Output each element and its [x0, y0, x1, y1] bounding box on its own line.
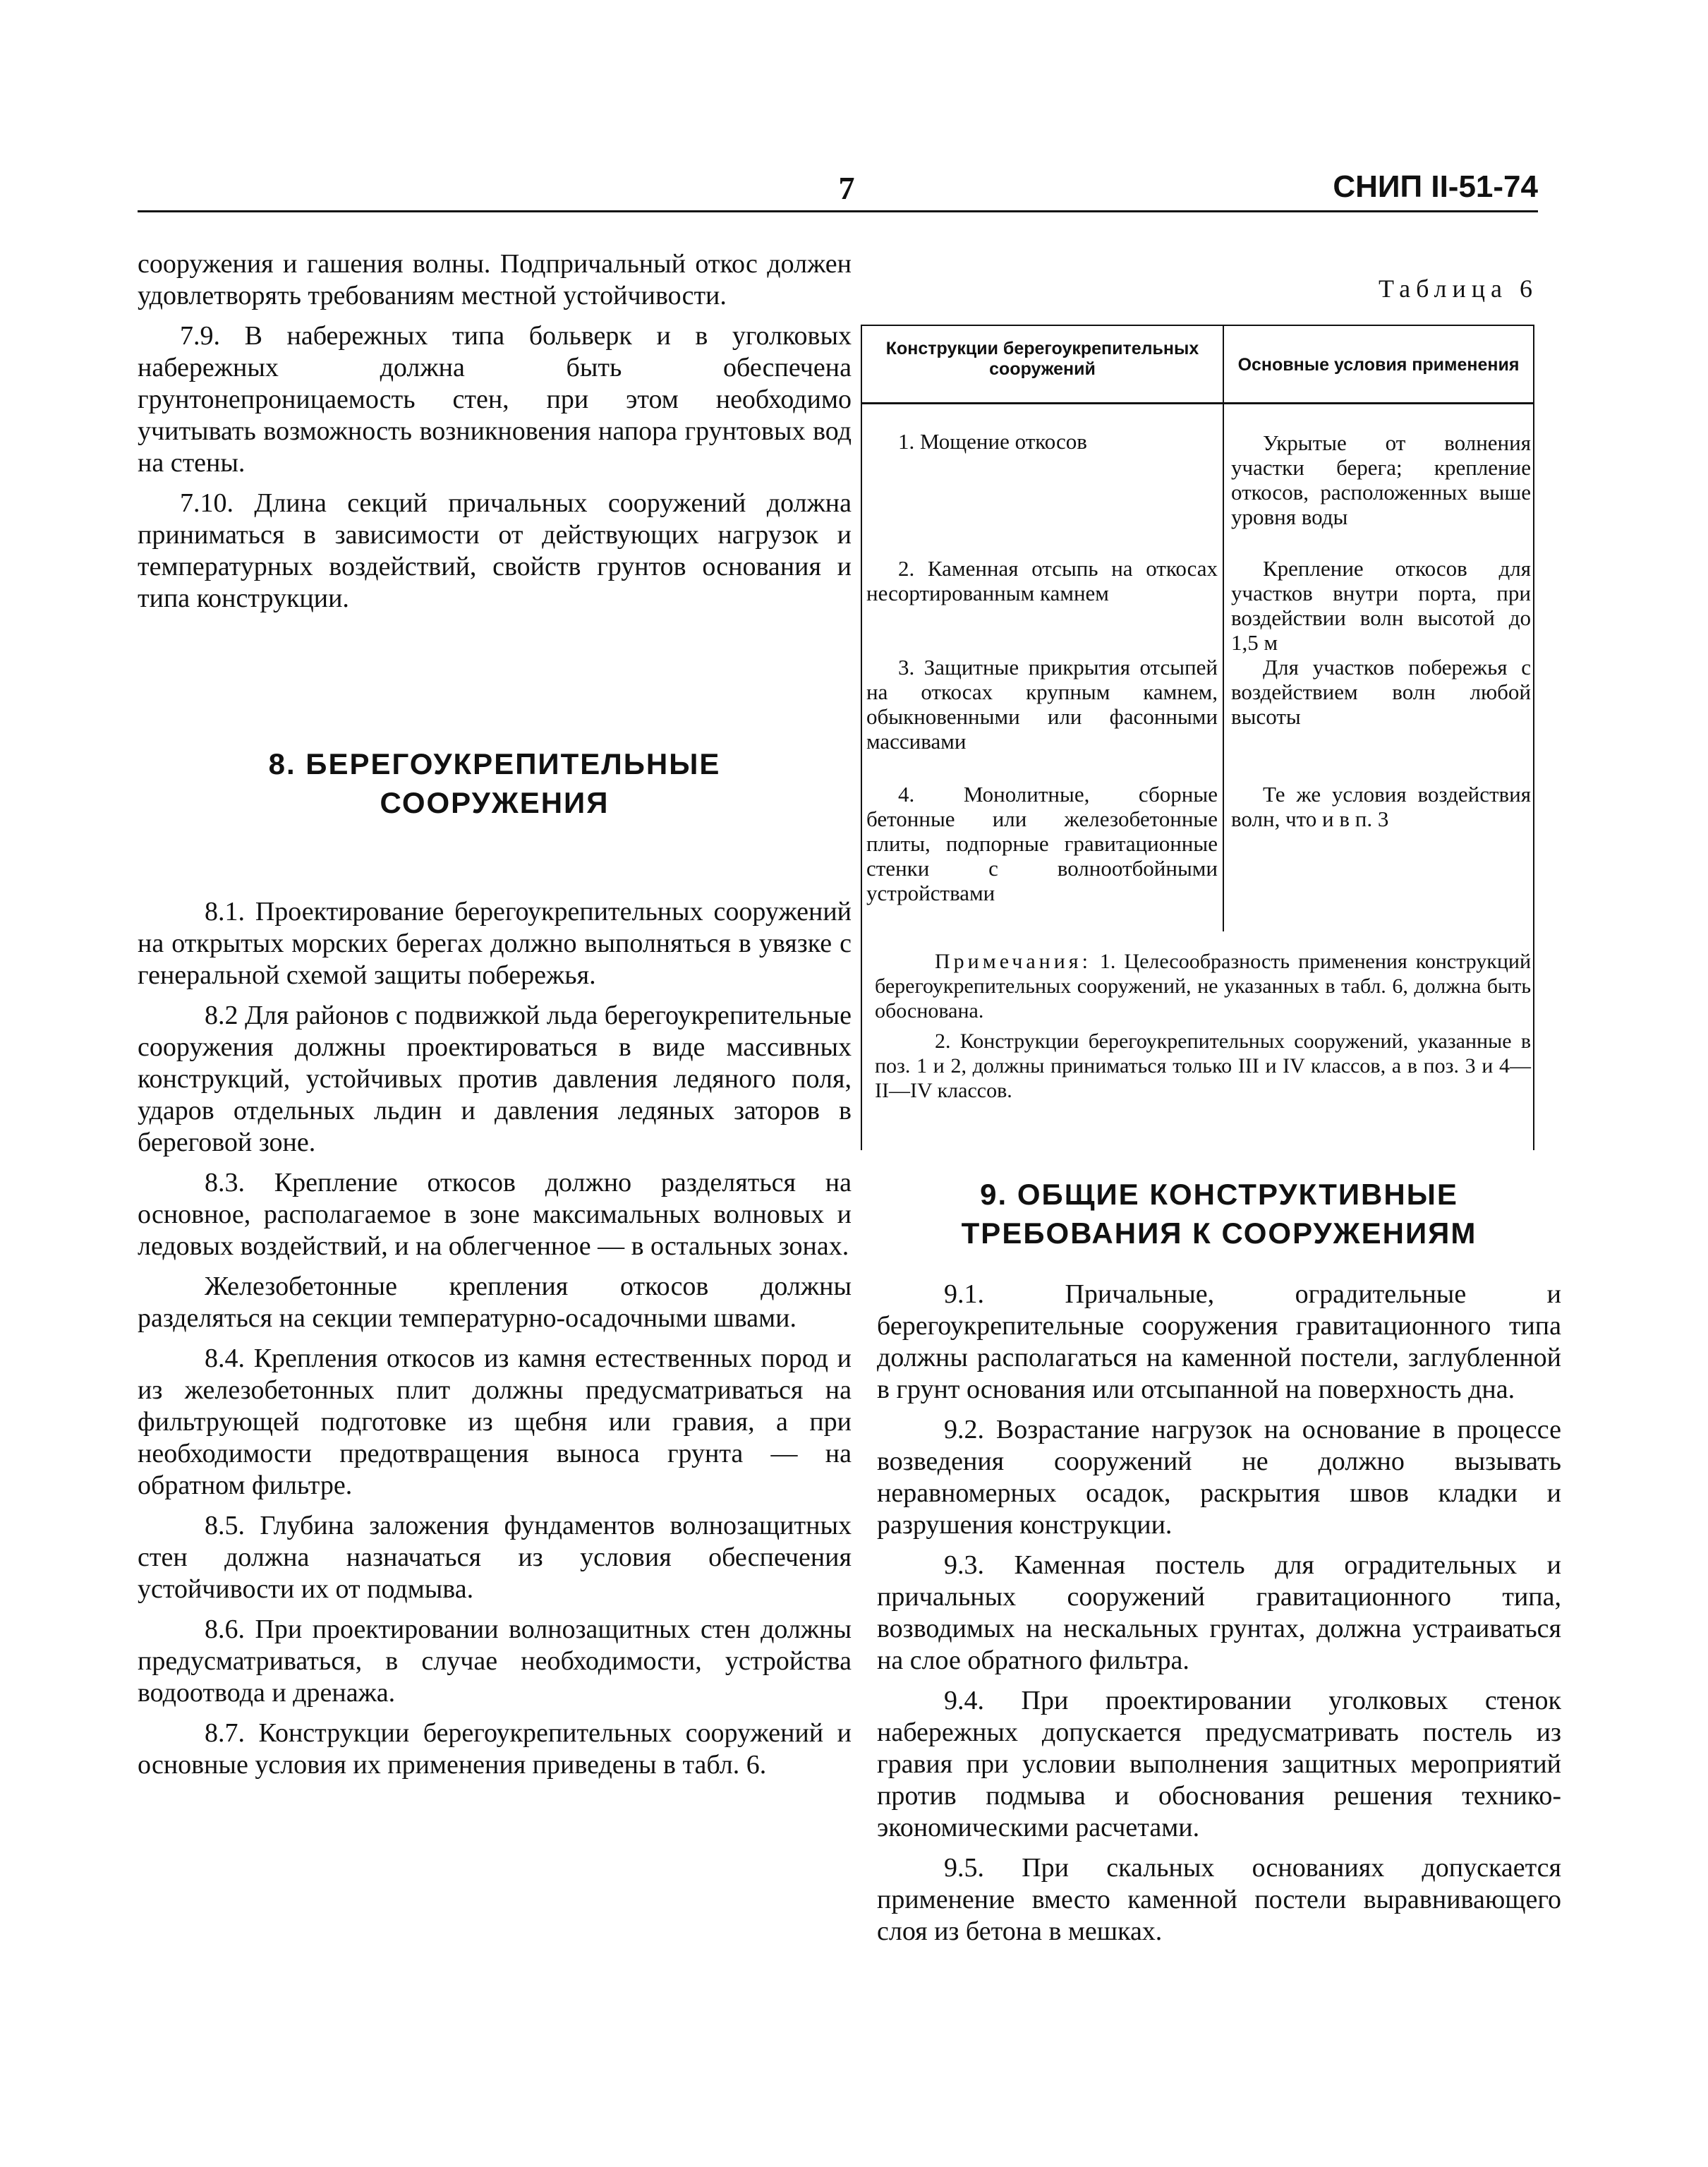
section-9-title-line1: 9. ОБЩИЕ КОНСТРУКТИВНЫЕ — [980, 1178, 1458, 1211]
table-cell-construction-1: 1. Мощение откосов — [898, 429, 1087, 454]
section-9-title — [877, 1175, 1561, 1252]
page-number: 7 — [838, 170, 855, 206]
table-top-rule — [861, 325, 1534, 326]
table-notes — [875, 949, 1531, 1109]
left-column-bottom — [138, 896, 852, 1789]
document-code: СНИП II-51-74 — [1333, 169, 1538, 204]
table-header-conditions: Основные условия применения — [1237, 355, 1520, 375]
paragraph-8-5: 8.5. Глубина заложения фундаментов волнозащитных стен должна назначаться из условия обеспечения устойчивости их от подмыва. — [138, 1511, 852, 1604]
table-cell-construction-2: 2. Каменная отсыпь на откосах несортированным камнем — [866, 556, 1218, 605]
table-left-border — [861, 325, 862, 1150]
section-9-title-line2: ТРЕБОВАНИЯ К СООРУЖЕНИЯМ — [961, 1217, 1477, 1250]
paragraph-7-9: 7.9. В набережных типа больверк и в уголковых набережных должна быть обеспечена грунтонепроницаемость стен, при этом необходимо учитывать возможность возникновения напора грунтовых вод на стены. — [138, 321, 852, 478]
paragraph-7-10: 7.10. Длина секций причальных сооружений должна приниматься в зависимости от действующих нагрузок и температурных воздействий, свойств грунтов основания и типа конструкции. — [138, 488, 852, 613]
right-column-body — [877, 1279, 1561, 1956]
notes-label: Примечания: — [935, 950, 1091, 973]
paragraph-8-4: 8.4. Крепления откосов из камня естественных пород и из железобетонных плит должны предусматриваться на фильтрующей подготовке из щебня или гравия, а при необходимости предотвращения выноса грунта — на обратном фильтре. — [138, 1344, 852, 1500]
paragraph-9-1: 9.1. Причальные, оградительные и берегоукрепительные сооружения гравитационного типа должны располагаться на каменной постели, заглубленной в грунт основания или отсыпанной на поверхность дна. — [877, 1279, 1561, 1404]
paragraph-8-6: 8.6. При проектировании волнозащитных стен должны предусматриваться, в случае необходимости, устройства водоотвода и дренажа. — [138, 1614, 852, 1708]
paragraph-9-4: 9.4. При проектировании уголковых стенок набережных допускается предусматривать постель из гравия при условии выполнения защитных мероприятий против подмыва и обоснования решения технико-экономическими расчетами. — [877, 1686, 1561, 1842]
section-8-title — [138, 744, 852, 822]
paragraph-8-3: 8.3. Крепление откосов должно разделяться на основное, располагаемое в зоне максимальных волновых и ледовых воздействий, и на облегченное — в остальных зонах. — [138, 1168, 852, 1261]
table-cell-construction-3: 3. Защитные прикрытия отсыпей на откосах крупным камнем, обыкновенными или фасонными массивами — [866, 655, 1218, 754]
table-right-border — [1533, 325, 1534, 1150]
header-rule — [138, 210, 1538, 212]
paragraph-8-2: 8.2 Для районов с подвижкой льда берегоукрепительные сооружения должны проектироваться в виде массивных конструкций, устойчивых против давления ледяного поля, ударов отдельных льдин и давления ледяных заторов в береговой зоне. — [138, 1001, 852, 1157]
paragraph-9-3: 9.3. Каменная постель для оградительных и причальных сооружений гравитационного типа, возводимых на нескальных грунтах, должна устраиваться на слое обратного фильтра. — [877, 1550, 1561, 1675]
paragraph-9-2: 9.2. Возрастание нагрузок на основание в процессе возведения сооружений не должно вызывать неравномерных осадок, раскрытия швов кладки и разрушения конструкции. — [877, 1415, 1561, 1540]
left-column-top — [138, 248, 852, 623]
table-caption: Таблица 6 — [1379, 274, 1538, 303]
table-column-divider — [1223, 325, 1224, 931]
table-cell-conditions-4: Те же условия воздействия волн, что и в п. 3 — [1231, 782, 1531, 831]
table-cell-conditions-3: Для участков побережья с воздействием волн любой высоты — [1231, 655, 1531, 729]
paragraph-continuation: сооружения и гашения волны. Подпричальный откос должен удовлетворять требованиям местной устойчивости. — [138, 249, 852, 310]
table-cell-construction-4: 4. Монолитные, сборные бетонные или железобетонные плиты, подпорные гравитационные стенки с волноотбойными устройствами — [866, 782, 1218, 905]
note-1-text: 1. Целесообразность применения конструкций берегоукрепительных сооружений, не указанных в табл. 6, должна быть обоснована. — [875, 950, 1531, 1022]
table-header-construction: Конструкции берегоукрепительных сооружений — [885, 339, 1199, 379]
table-header-rule — [861, 402, 1534, 404]
paragraph-9-5: 9.5. При скальных основаниях допускается применение вместо каменной постели выравнивающего слоя из бетона в мешках. — [877, 1853, 1561, 1946]
table-cell-conditions-1: Укрытые от волнения участки берега; крепление откосов, расположенных выше уровня воды — [1231, 430, 1531, 529]
paragraph-8-1: 8.1. Проектирование берегоукрепительных сооружений на открытых морских берегах должно выполняться в увязке с генеральной схемой защиты побережья. — [138, 897, 852, 990]
section-8-title-line1: 8. БЕРЕГОУКРЕПИТЕЛЬНЫЕ — [268, 747, 721, 780]
table-cell-conditions-2: Крепление откосов для участков внутри порта, при воздействии волн высотой до 1,5 м — [1231, 556, 1531, 655]
paragraph-8-7: 8.7. Конструкции берегоукрепительных сооружений и основные условия их применения приведены в табл. 6. — [138, 1718, 852, 1780]
paragraph-8-3-cont: Железобетонные крепления откосов должны разделяться на секции температурно-осадочными швами. — [138, 1272, 852, 1333]
table-note-2: 2. Конструкции берегоукрепительных сооружений, указанные в поз. 1 и 2, должны приниматься только III и IV классов, а в поз. 3 и 4— II—IV классов. — [875, 1030, 1531, 1102]
section-8-title-line2: СООРУЖЕНИЯ — [380, 786, 610, 819]
table-note-1 — [875, 949, 1531, 1023]
